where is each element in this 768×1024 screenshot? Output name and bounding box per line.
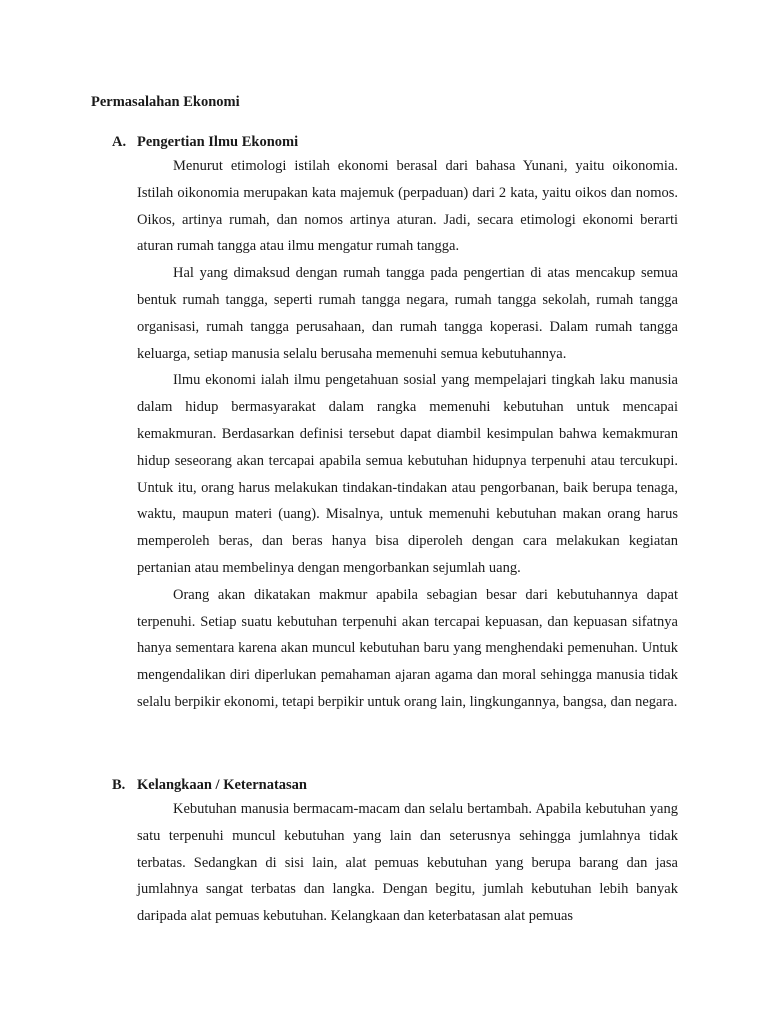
section-a-heading-text: Pengertian Ilmu Ekonomi <box>137 134 299 150</box>
paragraph: Menurut etimologi istilah ekonomi berasal dari bahasa Yunani, yaitu oikonomia. Istilah oikonomia merupakan kata majemuk (perpaduan) dari 2 kata, yaitu oikos dan nomos. Oikos, artinya rumah, dan nomos artinya aturan. Jadi, secara etimologi ekonomi berarti aturan rumah tangga atau ilmu mengatur rumah tangga. <box>137 158 678 255</box>
section-a-letter: A. <box>112 134 127 150</box>
section-b-heading <box>112 774 678 796</box>
paragraph: Orang akan dikatakan makmur apabila sebagian besar dari kebutuhannya dapat terpenuhi. Setiap suatu kebutuhan terpenuhi akan tercapai kepuasan, dan kepuasan sifatnya hanya sementara karena akan muncul kebutuhan baru yang menghendaki pemenuhan. Untuk mengendalikan diri diperlukan pemahaman ajaran agama dan moral sehingga manusia tidak selalu berpikir ekonomi, tetapi berpikir untuk orang lain, lingkungannya, bangsa, dan negara. <box>137 586 678 710</box>
section-a <box>112 131 678 716</box>
section-a-heading <box>112 131 678 153</box>
section-b <box>112 774 678 930</box>
paragraph: Ilmu ekonomi ialah ilmu pengetahuan sosial yang mempelajari tingkah laku manusia dalam hidup bermasyarakat dalam rangka memenuhi kebutuhan untuk mencapai kemakmuran. Berdasarkan definisi tersebut dapat diambil kesimpulan bahwa kemakmuran hidup seseorang akan tercapai apabila semua kebutuhan hidupnya terpenuhi atau tercukupi. Untuk itu, orang harus melakukan tindakan-tindakan atau pengorbanan, baik berupa tenaga, waktu, maupun materi (uang). Misalnya, untuk memenuhi kebutuhan makan orang harus memperoleh beras, dan beras hanya bisa diperoleh dengan cara melakukan kegiatan pertanian atau membelinya dengan mengorbankan sejumlah uang. <box>137 372 678 576</box>
section-a-body <box>137 153 678 716</box>
section-b-body <box>137 796 678 930</box>
section-b-heading-text: Kelangkaan / Keternatasan <box>137 777 307 793</box>
paragraph: Hal yang dimaksud dengan rumah tangga pada pengertian di atas mencakup semua bentuk rumah tangga, seperti rumah tangga negara, rumah tangga sekolah, rumah tangga organisasi, rumah tangga perusahaan, dan rumah tangga koperasi. Dalam rumah tangga keluarga, setiap manusia selalu berusaha memenuhi semua kebutuhannya. <box>137 265 678 362</box>
paragraph: Kebutuhan manusia bermacam-macam dan selalu bertambah. Apabila kebutuhan yang satu terpenuhi muncul kebutuhan yang lain dan seterusnya sehingga jumlahnya tidak terbatas. Sedangkan di sisi lain, alat pemuas kebutuhan yang berupa barang dan jasa jumlahnya sangat terbatas dan langka. Dengan begitu, jumlah kebutuhan lebih banyak daripada alat pemuas kebutuhan. Kelangkaan dan keterbatasan alat pemuas <box>137 801 678 925</box>
document-title: Permasalahan Ekonomi <box>91 94 240 110</box>
section-b-letter: B. <box>112 777 126 793</box>
